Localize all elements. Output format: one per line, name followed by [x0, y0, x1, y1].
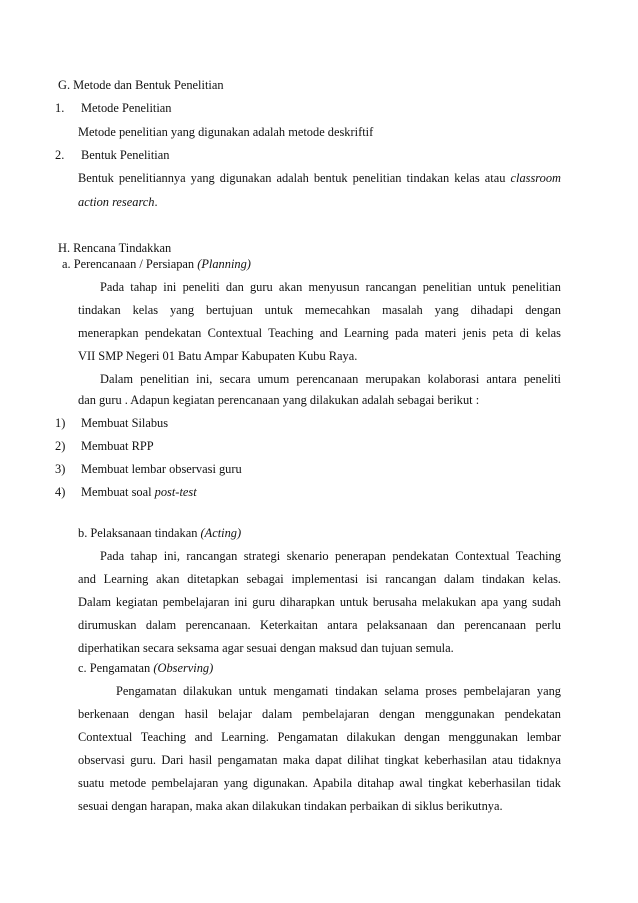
subsection-c-line-1: Pengamatan dilakukan untuk mengamati tindakan selama proses pembelajaran yang	[116, 684, 561, 698]
list-item-number: 4)	[55, 485, 66, 499]
list-item-text: Membuat soal post-test	[81, 485, 197, 499]
subsection-c-line-6: sesuai dengan harapan, maka akan dilakukan tindakan perbaikan di siklus berikutnya.	[78, 799, 503, 813]
subsection-c-line-2: berkenaan dengan hasil belajar dalam pembelajaran dengan menggunakan pendekatan	[78, 707, 561, 721]
list-item-text: Membuat Silabus	[81, 416, 169, 430]
list-item-text: Membuat lembar observasi guru	[81, 462, 242, 476]
item-1-number: 1.	[55, 101, 65, 115]
section-g-heading: G. Metode dan Bentuk Penelitian	[58, 78, 224, 92]
item-2-text-line-1: Bentuk penelitiannya yang digunakan adalah bentuk penelitian tindakan kelas atau classroom	[78, 171, 561, 185]
subsection-b-label: b. Pelaksanaan tindakan (Acting)	[78, 526, 242, 540]
subsection-c-line-4: observasi guru. Dari hasil pengamatan maka dapat dilihat tingkat keberhasilan atau tidaknya	[78, 753, 561, 767]
subsection-a-paragraph-2-line-2: dan guru . Adapun kegiatan perencanaan yang dilakukan adalah sebagai berikut :	[78, 393, 480, 407]
list-item-text: Membuat RPP	[81, 439, 154, 453]
list-item-number: 3)	[55, 462, 66, 476]
item-2-number: 2.	[55, 148, 65, 162]
subsection-b-line-3: Dalam kegiatan pembelajaran ini guru diharapkan untuk berusaha melakukan apa yang sudah	[78, 595, 561, 609]
subsection-c-label: c. Pengamatan (Observing)	[78, 661, 214, 675]
subsection-c-line-5: suatu metode pembelajaran yang digunakan. Apabila ditahap awal tingkat keberhasilan tidak	[78, 776, 561, 790]
subsection-b-line-4: dirumuskan dalam perencanaan. Keterkaitan antara pelaksanaan dan perencanaan perlu	[78, 618, 561, 632]
subsection-b-line-5: diperhatikan secara seksama agar sesuai dengan maksud dan tujuan semula.	[78, 641, 454, 655]
item-2-text-line-2: action research.	[78, 195, 158, 209]
subsection-b-line-2: and Learning akan ditetapkan sebagai implementasi isi rancangan dalam tindakan kelas.	[78, 572, 561, 586]
item-2-title: Bentuk Penelitian	[81, 148, 170, 162]
item-1-title: Metode Penelitian	[81, 101, 172, 115]
section-h-heading: H. Rencana Tindakkan	[58, 241, 172, 255]
subsection-a-paragraph-1-line-3: menerapkan pendekatan Contextual Teaching and Learning pada materi jenis peta di kelas	[78, 326, 561, 340]
list-item-number: 2)	[55, 439, 66, 453]
subsection-c-line-3: Contextual Teaching and Learning. Pengamatan dilakukan dengan menggunakan lembar	[78, 730, 561, 744]
subsection-a-paragraph-1-line-1: Pada tahap ini peneliti dan guru akan menyusun rancangan penelitian untuk penelitian	[100, 280, 561, 294]
subsection-a-paragraph-2-line-1: Dalam penelitian ini, secara umum perencanaan merupakan kolaborasi antara peneliti	[100, 372, 561, 386]
subsection-a-label: a. Perencanaan / Persiapan (Planning)	[62, 257, 251, 271]
subsection-a-paragraph-1-line-2: tindakan kelas yang bertujuan untuk memecahkan masalah yang dihadapi dengan	[78, 303, 561, 317]
item-1-text: Metode penelitian yang digunakan adalah metode deskriftif	[78, 125, 374, 139]
list-item-number: 1)	[55, 416, 66, 430]
subsection-b-line-1: Pada tahap ini, rancangan strategi skenario penerapan pendekatan Contextual Teaching	[100, 549, 561, 563]
subsection-a-paragraph-1-line-4: VII SMP Negeri 01 Batu Ampar Kabupaten Kubu Raya.	[78, 349, 358, 363]
